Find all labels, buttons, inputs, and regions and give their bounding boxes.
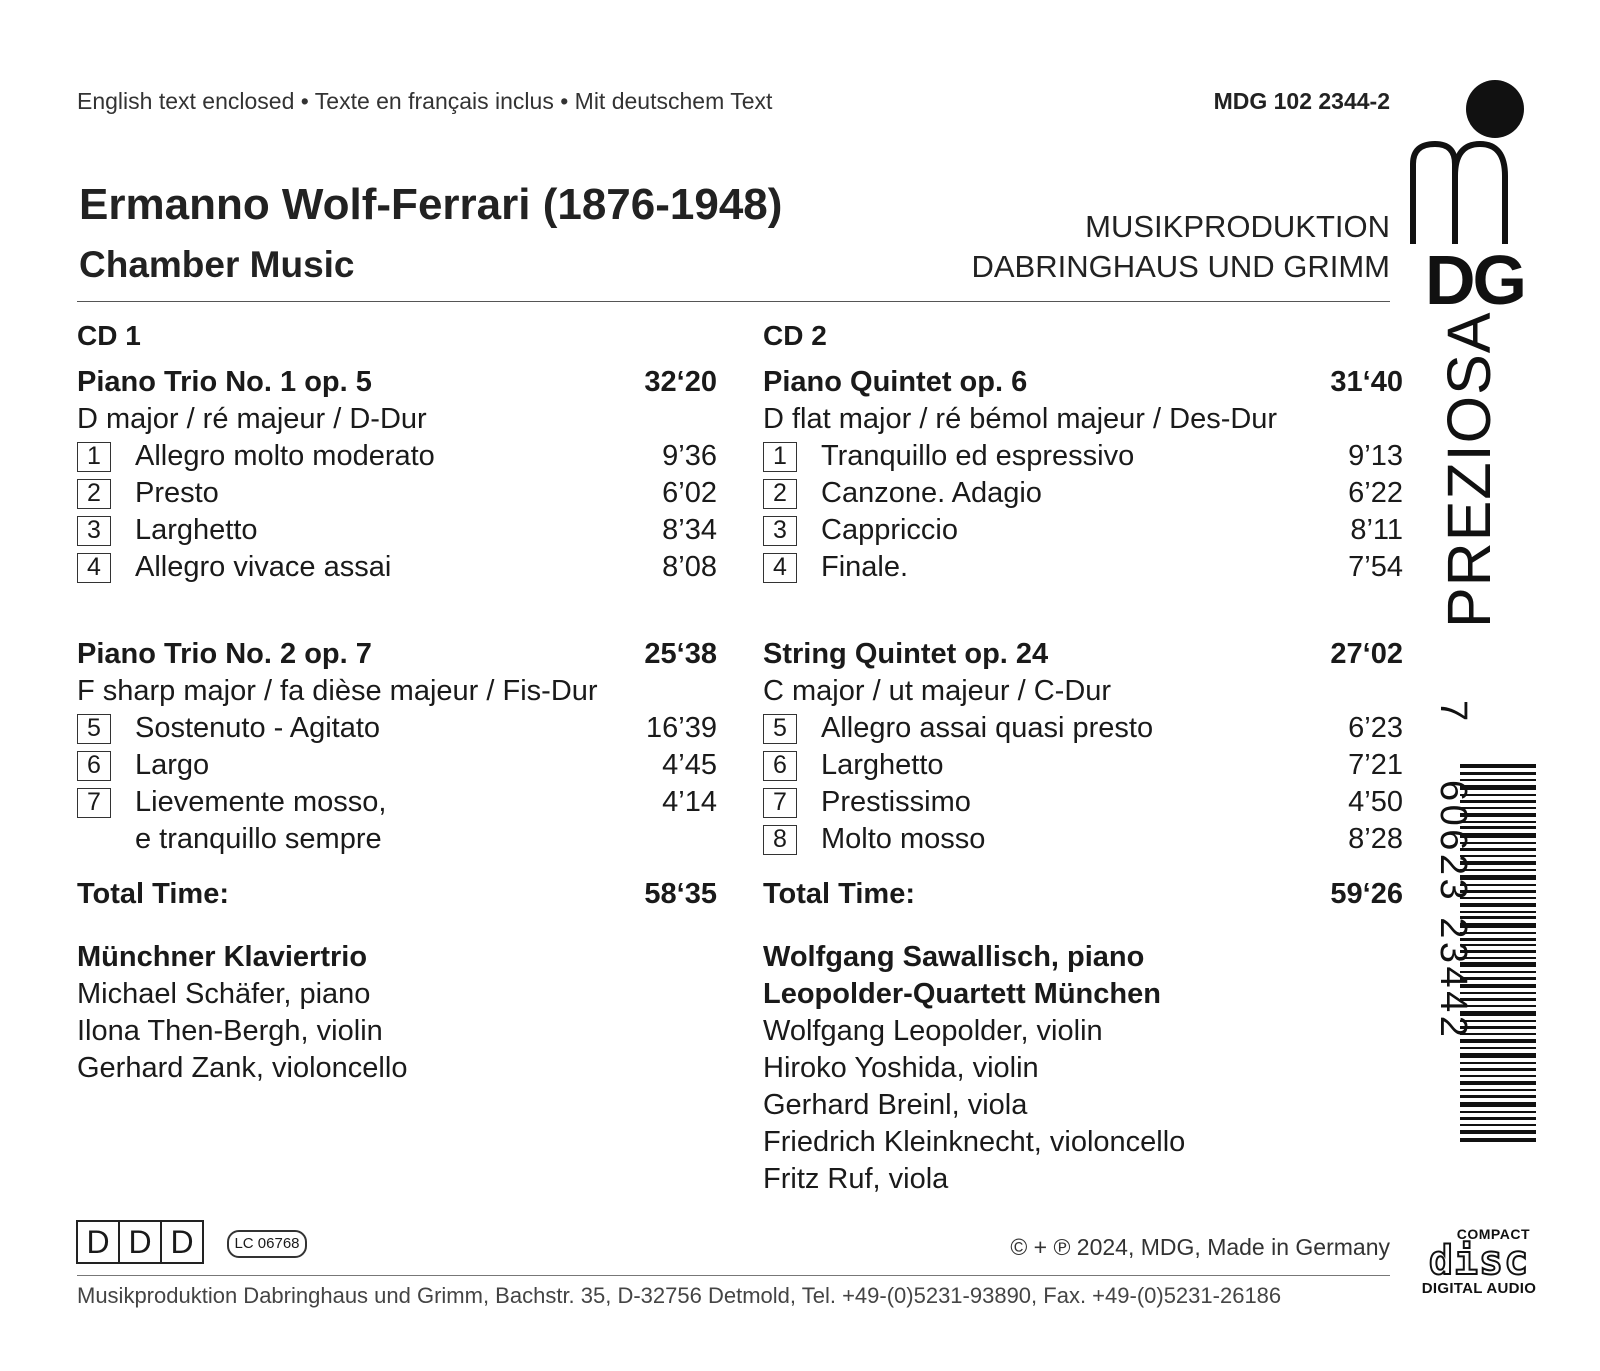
- total-value: 59‘26: [1330, 878, 1403, 910]
- mdg-logo-dg: DG: [1425, 241, 1524, 319]
- track-number: 4: [763, 553, 797, 583]
- track-row: [77, 438, 717, 475]
- track-title: Presto: [135, 477, 219, 509]
- cd2-column: [763, 318, 1403, 1198]
- ensemble-name: Leopolder-Quartett München: [763, 978, 1161, 1010]
- cd2-work2-header: [763, 636, 1403, 673]
- label-name-line1: MUSIKPRODUKTION: [1085, 209, 1390, 244]
- cd-logo-disc: disc: [1428, 1238, 1530, 1284]
- copyright-notice: © + ℗ 2024, MDG, Made in Germany: [1010, 1234, 1390, 1260]
- track-title: Larghetto: [821, 749, 944, 781]
- barcode-first-digit: 7: [1432, 700, 1474, 722]
- label-code-badge: LC 06768: [227, 1230, 307, 1258]
- track-row: [763, 747, 1403, 784]
- album-subtitle: Chamber Music: [79, 244, 355, 285]
- track-row: [77, 549, 717, 586]
- track-time: 9’36: [662, 440, 717, 472]
- catalog-number: MDG 102 2344-2: [1213, 88, 1390, 114]
- track-number: 4: [77, 553, 111, 583]
- work-key: D flat major / ré bémol majeur / Des-Dur: [763, 403, 1278, 435]
- track-time: 4’45: [662, 749, 717, 781]
- track-number: 1: [77, 442, 111, 472]
- ddd-letter: D: [78, 1222, 120, 1262]
- track-title: Allegro assai quasi presto: [821, 712, 1154, 744]
- work-key: F sharp major / fa dièse majeur / Fis-Dur: [77, 675, 598, 707]
- track-row: [763, 512, 1403, 549]
- barcode-digits: 60623 23442: [1432, 780, 1474, 1041]
- cd2-heading: CD 2: [763, 320, 827, 351]
- cd1-work2-header: [77, 636, 717, 673]
- track-row: [77, 747, 717, 784]
- languages-note: English text enclosed • Texte en français inclus • Mit deutschem Text: [77, 88, 773, 114]
- track-number: 7: [763, 788, 797, 818]
- work-title: String Quintet op. 24: [763, 638, 1049, 670]
- work-key: D major / ré majeur / D-Dur: [77, 403, 427, 435]
- track-number: 5: [763, 714, 797, 744]
- track-row: [77, 784, 717, 821]
- performer: Hiroko Yoshida, violin: [763, 1052, 1039, 1084]
- total-label: Total Time:: [763, 878, 915, 910]
- track-number: 3: [77, 516, 111, 546]
- work-duration: 31‘40: [1330, 366, 1403, 398]
- composer-title: Ermanno Wolf-Ferrari (1876-1948): [79, 180, 783, 229]
- track-row: [77, 512, 717, 549]
- cd2-work1-header: [763, 364, 1403, 401]
- publisher-address: Musikproduktion Dabringhaus und Grimm, Bachstr. 35, D-32756 Detmold, Tel. +49-(0)5231-93890, Fax. +49-(0)5231-26186: [77, 1283, 1282, 1308]
- track-row: [763, 475, 1403, 512]
- cd2-total-time: [763, 876, 1403, 913]
- track-row: [77, 475, 717, 512]
- cd1-total-time: [77, 876, 717, 913]
- track-title: Finale.: [821, 551, 909, 583]
- work-title: Piano Trio No. 1 op. 5: [77, 366, 372, 398]
- track-time: 7’54: [1348, 551, 1403, 583]
- track-time: 8’11: [1350, 514, 1403, 546]
- work-key: C major / ut majeur / C-Dur: [763, 675, 1112, 707]
- track-number: 6: [763, 751, 797, 781]
- cd-logo-compact: COMPACT: [1456, 1226, 1530, 1242]
- track-time: 6’02: [662, 477, 717, 509]
- mdg-logo-dot: [1466, 80, 1524, 138]
- work-title: Piano Trio No. 2 op. 7: [77, 638, 372, 670]
- performer: Gerhard Zank, violoncello: [77, 1052, 408, 1084]
- performer: Ilona Then-Bergh, violin: [77, 1015, 383, 1047]
- total-value: 58‘35: [644, 878, 717, 910]
- track-title: Tranquillo ed espressivo: [821, 440, 1135, 472]
- ensemble-name: Münchner Klaviertrio: [77, 941, 368, 973]
- track-row: [763, 549, 1403, 586]
- ddd-letter: D: [120, 1222, 162, 1262]
- track-title: Cappriccio: [821, 514, 958, 546]
- track-number: 7: [77, 788, 111, 818]
- track-title: Sostenuto - Agitato: [135, 712, 381, 744]
- ddd-recording-code: [76, 1220, 204, 1264]
- track-time: 8’08: [662, 551, 717, 583]
- track-time: 4’14: [662, 786, 717, 818]
- track-title: Allegro vivace assai: [135, 551, 392, 583]
- track-title: Larghetto: [135, 514, 258, 546]
- track-number: 6: [77, 751, 111, 781]
- performer: Michael Schäfer, piano: [77, 978, 371, 1010]
- work-duration: 27‘02: [1330, 638, 1403, 670]
- track-row: [763, 438, 1403, 475]
- track-title: Largo: [135, 749, 210, 781]
- track-title-continued: e tranquillo sempre: [135, 823, 382, 855]
- soloist-name: Wolfgang Sawallisch, piano: [763, 941, 1145, 973]
- performer: Friedrich Kleinknecht, violoncello: [763, 1126, 1186, 1158]
- track-time: 16’39: [646, 712, 717, 744]
- track-time: 8’34: [662, 514, 717, 546]
- total-label: Total Time:: [77, 878, 229, 910]
- track-time: 9’13: [1348, 440, 1403, 472]
- footer-divider: [77, 1275, 1390, 1276]
- performer: Wolfgang Leopolder, violin: [763, 1015, 1103, 1047]
- cd-logo-digital-audio: DIGITAL AUDIO: [1421, 1280, 1537, 1297]
- preziosa-series-logo: PREZIOSA: [1435, 311, 1503, 628]
- compact-disc-logo-icon: [1420, 1226, 1538, 1297]
- track-time: 4’50: [1348, 786, 1403, 818]
- track-title: Canzone. Adagio: [821, 477, 1042, 509]
- mdg-logo-m-icon: [1405, 136, 1545, 251]
- track-time: 8’28: [1348, 823, 1403, 855]
- track-time: 6’22: [1348, 477, 1403, 509]
- track-title: Molto mosso: [821, 823, 986, 855]
- track-title: Prestissimo: [821, 786, 971, 818]
- track-row: [763, 710, 1403, 747]
- track-time: 7’21: [1348, 749, 1403, 781]
- track-number: 2: [763, 479, 797, 509]
- track-number: 8: [763, 825, 797, 855]
- track-title: Lievemente mosso,: [135, 786, 387, 818]
- track-row: [77, 710, 717, 747]
- header-divider: [77, 301, 1390, 302]
- track-number: 3: [763, 516, 797, 546]
- work-duration: 32‘20: [644, 366, 717, 398]
- cd1-heading: CD 1: [77, 320, 141, 351]
- performer: Gerhard Breinl, viola: [763, 1089, 1028, 1121]
- work-duration: 25‘38: [644, 638, 717, 670]
- label-name-line2: DABRINGHAUS UND GRIMM: [971, 249, 1390, 284]
- cd1-work1-header: [77, 364, 717, 401]
- track-title: Allegro molto moderato: [135, 440, 435, 472]
- track-number: 2: [77, 479, 111, 509]
- track-number: 5: [77, 714, 111, 744]
- ddd-letter: D: [170, 1224, 194, 1260]
- cd1-column: [77, 318, 717, 1087]
- track-time: 6’23: [1348, 712, 1403, 744]
- work-title: Piano Quintet op. 6: [763, 366, 1028, 398]
- track-number: 1: [763, 442, 797, 472]
- performer: Fritz Ruf, viola: [763, 1163, 949, 1195]
- track-row: [763, 784, 1403, 821]
- track-row: [763, 821, 1403, 858]
